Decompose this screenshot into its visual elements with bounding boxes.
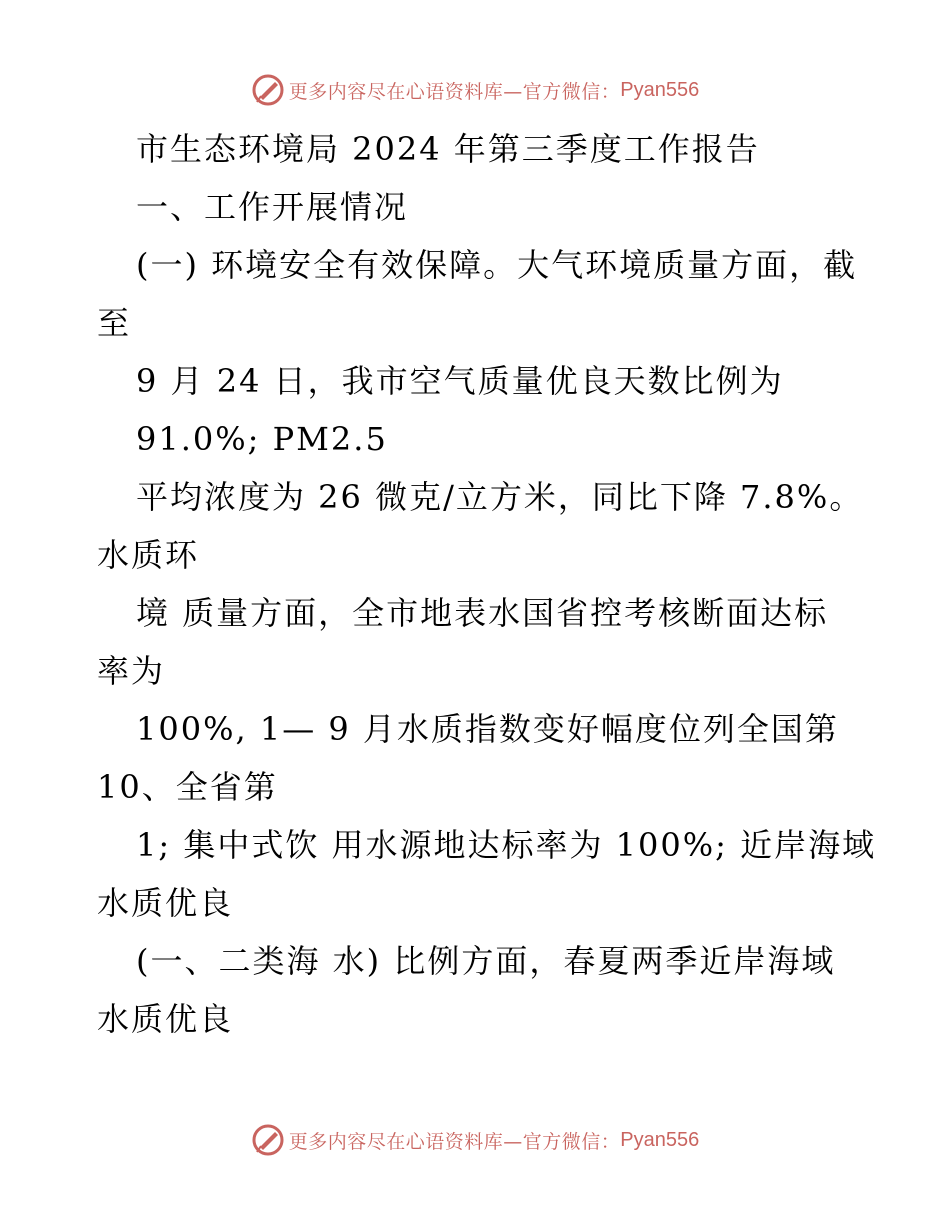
quill-logo-icon xyxy=(251,1123,285,1157)
paragraph-line: 水质环 xyxy=(97,536,200,574)
paragraph-line: 9 月 24 日，我市空气质量优良天数比例为 xyxy=(136,362,784,400)
paragraph-line: 1; 集中式饮 用水源地达标率为 100%; 近岸海域 xyxy=(136,826,877,864)
paragraph-line: 率为 xyxy=(97,652,166,690)
paragraph-line: 水质优良 xyxy=(97,1000,234,1038)
quill-logo-icon xyxy=(251,73,285,107)
document-title: 市生态环境局 2024 年第三季度工作报告 xyxy=(136,130,760,168)
paragraph-line: 100%, 1— 9 月水质指数变好幅度位列全国第 xyxy=(136,710,839,748)
paragraph-line: 平均浓度为 26 微克/立方米，同比下降 7.8%。 xyxy=(136,478,864,516)
watermark-text: 更多内容尽在心语资料库—官方微信： xyxy=(288,80,621,103)
paragraph-line: 境 质量方面，全市地表水国省控考核断面达标 xyxy=(136,594,829,632)
paragraph-line: (一、二类海 水) 比例方面，春夏两季近岸海域 xyxy=(136,942,836,980)
paragraph-line: (一) 环境安全有效保障。大气环境质量方面，截 xyxy=(136,246,858,284)
paragraph-line: 至 xyxy=(97,304,132,342)
section-heading: 一、工作开展情况 xyxy=(136,188,409,226)
watermark-footer xyxy=(0,1120,950,1160)
watermark-wechat-id: Pyan556 xyxy=(620,78,700,101)
watermark-wechat-id: Pyan556 xyxy=(620,1128,700,1151)
watermark-text: 更多内容尽在心语资料库—官方微信： xyxy=(288,1130,621,1153)
watermark-header xyxy=(0,70,950,110)
paragraph-line: 水质优良 xyxy=(97,884,234,922)
paragraph-line: 10、全省第 xyxy=(97,768,278,806)
paragraph-line: 91.0%; PM2.5 xyxy=(136,420,388,458)
